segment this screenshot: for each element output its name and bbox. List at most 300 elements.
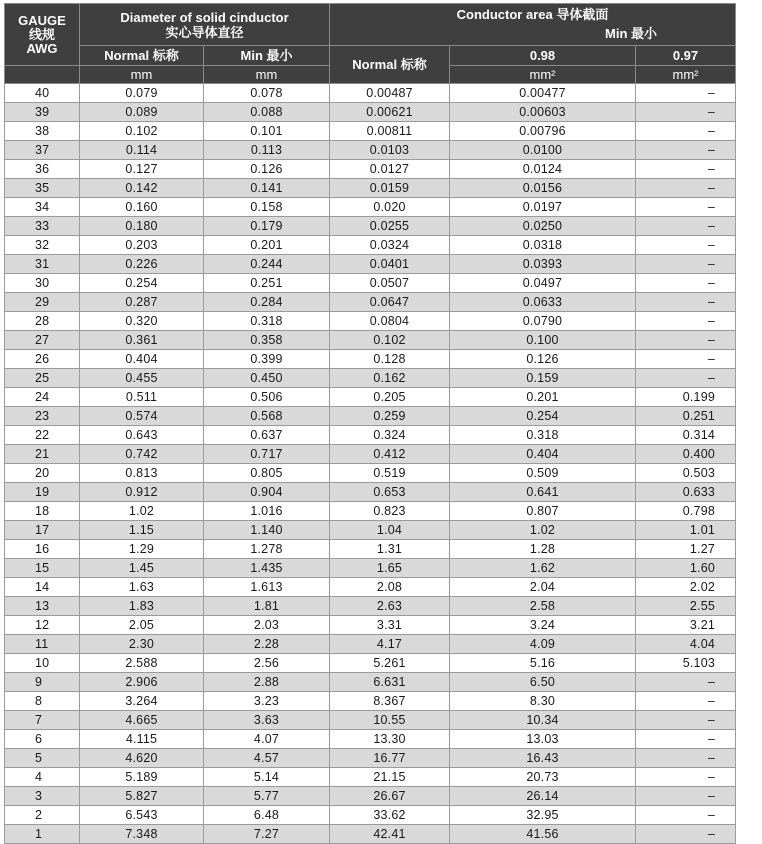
min-area-098-cell: 0.00477 [450, 84, 636, 103]
gauge-cell: 28 [5, 312, 80, 331]
table-body [5, 84, 736, 844]
min-area-098-cell: 0.00603 [450, 103, 636, 122]
normal-area-cell: 8.367 [330, 692, 450, 711]
min-diameter-cell: 0.201 [204, 236, 330, 255]
normal-area-cell: 0.205 [330, 388, 450, 407]
normal-area-cell: 1.65 [330, 559, 450, 578]
table-row [5, 597, 736, 616]
unit-mm-header: mm [204, 66, 330, 84]
normal-area-cell: 0.0507 [330, 274, 450, 293]
min-area-098-cell: 41.56 [450, 825, 636, 844]
min-area-098-cell: 8.30 [450, 692, 636, 711]
min-diameter-cell: 0.805 [204, 464, 330, 483]
min-area-097-cell: – [636, 711, 736, 730]
gauge-cell: 21 [5, 445, 80, 464]
table-row [5, 502, 736, 521]
min-area-097-cell: – [636, 255, 736, 274]
min-diameter-cell: 0.568 [204, 407, 330, 426]
normal-area-cell: 0.0103 [330, 141, 450, 160]
gauge-cell: 34 [5, 198, 80, 217]
min-area-098-cell: 0.100 [450, 331, 636, 350]
min-area-097-cell: – [636, 217, 736, 236]
normal-area-cell: 0.102 [330, 331, 450, 350]
min-diameter-cell: 7.27 [204, 825, 330, 844]
normal-area-cell: 0.0804 [330, 312, 450, 331]
table-row [5, 559, 736, 578]
normal-diameter-cell: 0.079 [80, 84, 204, 103]
table-row [5, 616, 736, 635]
min-area-097-cell: – [636, 787, 736, 806]
min-diameter-cell: 2.56 [204, 654, 330, 673]
table-row [5, 825, 736, 844]
normal-area-cell: 0.00621 [330, 103, 450, 122]
min-diameter-cell: 4.57 [204, 749, 330, 768]
min-area-098-cell: 32.95 [450, 806, 636, 825]
min-area-098-cell: 0.0633 [450, 293, 636, 312]
normal-area-cell: 33.62 [330, 806, 450, 825]
normal-diameter-cell: 0.287 [80, 293, 204, 312]
gauge-cell: 37 [5, 141, 80, 160]
normal-area-cell: 26.67 [330, 787, 450, 806]
gauge-cell: 1 [5, 825, 80, 844]
min-area-098-cell: 0.0790 [450, 312, 636, 331]
table-row [5, 673, 736, 692]
normal-diameter-cell: 0.102 [80, 122, 204, 141]
gauge-cell: 30 [5, 274, 80, 293]
awg-conductor-table [4, 3, 762, 844]
normal-diameter-cell: 0.511 [80, 388, 204, 407]
normal-diameter-cell: 1.63 [80, 578, 204, 597]
min-diameter-cell: 0.904 [204, 483, 330, 502]
table-row [5, 236, 736, 255]
gauge-header-line: AWG [26, 40, 58, 56]
normal-area-cell: 0.0647 [330, 293, 450, 312]
normal-diameter-cell: 0.226 [80, 255, 204, 274]
min-area-097-cell: – [636, 331, 736, 350]
normal-diameter-cell: 4.115 [80, 730, 204, 749]
min-area-098-cell: 2.58 [450, 597, 636, 616]
min-diameter-cell: 0.244 [204, 255, 330, 274]
min-diameter-cell: 1.435 [204, 559, 330, 578]
table-row [5, 464, 736, 483]
normal-area-cell: 0.823 [330, 502, 450, 521]
normal-diameter-cell: 0.361 [80, 331, 204, 350]
table-row [5, 787, 736, 806]
min-area-097-cell: 1.27 [636, 540, 736, 559]
normal-area-cell: 1.04 [330, 521, 450, 540]
conductor-area-title: Conductor area 导体截面 [456, 7, 609, 22]
min-area-098-cell: 0.0393 [450, 255, 636, 274]
min-area-098-cell: 5.16 [450, 654, 636, 673]
normal-diameter-cell: 0.455 [80, 369, 204, 388]
min-area-097-cell: 0.633 [636, 483, 736, 502]
normal-area-cell: 0.020 [330, 198, 450, 217]
min-area-097-cell: 4.04 [636, 635, 736, 654]
table-row [5, 730, 736, 749]
min-diameter-header: Min 最小 [204, 46, 330, 66]
gauge-cell: 9 [5, 673, 80, 692]
min-area-097-cell: 2.55 [636, 597, 736, 616]
min-area-098-cell: 2.04 [450, 578, 636, 597]
table-row [5, 711, 736, 730]
min-area-097-cell: 0.314 [636, 426, 736, 445]
min-area-098-cell: 0.126 [450, 350, 636, 369]
table-row [5, 445, 736, 464]
gauge-cell: 23 [5, 407, 80, 426]
normal-diameter-cell: 7.348 [80, 825, 204, 844]
gauge-cell: 15 [5, 559, 80, 578]
min-area-098-cell: 0.509 [450, 464, 636, 483]
min-area-097-cell: 5.103 [636, 654, 736, 673]
min-area-098-cell: 0.159 [450, 369, 636, 388]
gauge-header-line: GAUGE [18, 12, 66, 28]
min-area-098-cell: 0.0124 [450, 160, 636, 179]
normal-diameter-cell: 4.620 [80, 749, 204, 768]
min-diameter-cell: 0.158 [204, 198, 330, 217]
min-diameter-cell: 0.506 [204, 388, 330, 407]
min-diameter-cell: 0.399 [204, 350, 330, 369]
normal-area-cell: 1.31 [330, 540, 450, 559]
gauge-unit-header [5, 66, 80, 84]
unit-mm2-header: mm² [636, 66, 736, 84]
gauge-cell: 7 [5, 711, 80, 730]
normal-area-cell: 4.17 [330, 635, 450, 654]
normal-diameter-cell: 0.127 [80, 160, 204, 179]
gauge-cell: 35 [5, 179, 80, 198]
min-diameter-cell: 3.23 [204, 692, 330, 711]
table-row [5, 369, 736, 388]
table-row [5, 806, 736, 825]
table-row [5, 84, 736, 103]
normal-area-cell: 42.41 [330, 825, 450, 844]
normal-diameter-cell: 0.643 [80, 426, 204, 445]
min-area-098-cell: 0.0156 [450, 179, 636, 198]
min-area-098-cell: 0.0318 [450, 236, 636, 255]
min-diameter-cell: 1.278 [204, 540, 330, 559]
min-area-097-cell: – [636, 350, 736, 369]
gauge-cell: 18 [5, 502, 80, 521]
min-area-098-cell: 20.73 [450, 768, 636, 787]
table-row [5, 654, 736, 673]
min-area-097-cell: – [636, 103, 736, 122]
awg-table-container [4, 3, 762, 844]
min-area-header: Min 最小 [605, 26, 658, 41]
min-area-098-cell: 0.0497 [450, 274, 636, 293]
gauge-cell: 2 [5, 806, 80, 825]
gauge-cell: 11 [5, 635, 80, 654]
conductor-area-header [330, 4, 736, 46]
table-row [5, 521, 736, 540]
min-diameter-cell: 0.358 [204, 331, 330, 350]
min-area-097-cell: 0.251 [636, 407, 736, 426]
min-area-098-cell: 26.14 [450, 787, 636, 806]
gauge-cell: 20 [5, 464, 80, 483]
min-area-097-cell: 0.798 [636, 502, 736, 521]
normal-area-cell: 0.324 [330, 426, 450, 445]
normal-diameter-cell: 0.254 [80, 274, 204, 293]
gauge-cell: 26 [5, 350, 80, 369]
min-area-097-cell: 1.01 [636, 521, 736, 540]
table-row [5, 350, 736, 369]
normal-diameter-cell: 5.189 [80, 768, 204, 787]
min-diameter-cell: 0.450 [204, 369, 330, 388]
min-area-097-cell: – [636, 806, 736, 825]
min-area-098-cell: 13.03 [450, 730, 636, 749]
normal-diameter-cell: 0.574 [80, 407, 204, 426]
min-area-097-cell: – [636, 141, 736, 160]
normal-area-cell: 0.0127 [330, 160, 450, 179]
min-area-097-cell: – [636, 198, 736, 217]
gauge-cell: 38 [5, 122, 80, 141]
min-area-097-cell: – [636, 673, 736, 692]
gauge-cell: 31 [5, 255, 80, 274]
table-row [5, 331, 736, 350]
gauge-cell: 5 [5, 749, 80, 768]
gauge-cell: 16 [5, 540, 80, 559]
min-diameter-cell: 2.28 [204, 635, 330, 654]
normal-area-cell: 0.519 [330, 464, 450, 483]
min-area-098-cell: 0.00796 [450, 122, 636, 141]
min-area-097-cell: 0.400 [636, 445, 736, 464]
normal-area-cell: 0.259 [330, 407, 450, 426]
min-area-098-cell: 10.34 [450, 711, 636, 730]
table-row [5, 274, 736, 293]
min-diameter-cell: 0.113 [204, 141, 330, 160]
normal-diameter-header: Normal 标称 [80, 46, 204, 66]
normal-area-cell: 0.0324 [330, 236, 450, 255]
min-diameter-cell: 1.140 [204, 521, 330, 540]
min-diameter-cell: 6.48 [204, 806, 330, 825]
normal-diameter-cell: 6.543 [80, 806, 204, 825]
min-diameter-cell: 0.717 [204, 445, 330, 464]
normal-area-cell: 10.55 [330, 711, 450, 730]
gauge-header [5, 4, 80, 66]
table-row [5, 312, 736, 331]
normal-diameter-cell: 0.320 [80, 312, 204, 331]
min-diameter-cell: 2.03 [204, 616, 330, 635]
min-area-098-cell: 3.24 [450, 616, 636, 635]
table-row [5, 293, 736, 312]
gauge-cell: 32 [5, 236, 80, 255]
unit-mm-header: mm [80, 66, 204, 84]
normal-area-cell: 0.0401 [330, 255, 450, 274]
normal-diameter-cell: 1.83 [80, 597, 204, 616]
min-diameter-cell: 2.88 [204, 673, 330, 692]
table-row [5, 198, 736, 217]
gauge-cell: 17 [5, 521, 80, 540]
gauge-cell: 3 [5, 787, 80, 806]
min-area-098-cell: 0.641 [450, 483, 636, 502]
min-area-098-cell: 0.0197 [450, 198, 636, 217]
normal-diameter-cell: 1.15 [80, 521, 204, 540]
table-row [5, 578, 736, 597]
normal-diameter-cell: 0.203 [80, 236, 204, 255]
table-row [5, 388, 736, 407]
min-area-098-cell: 1.28 [450, 540, 636, 559]
gauge-cell: 27 [5, 331, 80, 350]
min-area-098-cell: 0.201 [450, 388, 636, 407]
table-row [5, 768, 736, 787]
min-area-098-cell: 1.02 [450, 521, 636, 540]
min-area-097-cell: – [636, 179, 736, 198]
min-diameter-cell: 0.251 [204, 274, 330, 293]
min-diameter-cell: 1.81 [204, 597, 330, 616]
min-diameter-cell: 5.77 [204, 787, 330, 806]
min-diameter-cell: 0.088 [204, 103, 330, 122]
normal-diameter-cell: 2.05 [80, 616, 204, 635]
diameter-header-line: Diameter of solid cinductor [120, 9, 289, 25]
min-area-097-cell: 2.02 [636, 578, 736, 597]
min-area-098-cell: 0.254 [450, 407, 636, 426]
min-diameter-cell: 0.101 [204, 122, 330, 141]
normal-area-cell: 13.30 [330, 730, 450, 749]
normal-diameter-cell: 0.180 [80, 217, 204, 236]
min-area-097-cell: – [636, 369, 736, 388]
gauge-cell: 13 [5, 597, 80, 616]
gauge-cell: 25 [5, 369, 80, 388]
normal-area-header: Normal 标称 [330, 46, 450, 84]
min-diameter-cell: 0.078 [204, 84, 330, 103]
min-diameter-cell: 5.14 [204, 768, 330, 787]
min-area-097-cell: – [636, 825, 736, 844]
factor-098-header: 0.98 [450, 46, 636, 66]
normal-diameter-cell: 1.02 [80, 502, 204, 521]
table-row [5, 141, 736, 160]
table-row [5, 217, 736, 236]
normal-area-cell: 2.08 [330, 578, 450, 597]
normal-area-cell: 0.128 [330, 350, 450, 369]
normal-area-cell: 3.31 [330, 616, 450, 635]
table-row [5, 635, 736, 654]
normal-area-cell: 2.63 [330, 597, 450, 616]
normal-area-cell: 6.631 [330, 673, 450, 692]
normal-diameter-cell: 5.827 [80, 787, 204, 806]
min-diameter-cell: 0.179 [204, 217, 330, 236]
normal-diameter-cell: 1.45 [80, 559, 204, 578]
table-row [5, 483, 736, 502]
min-area-097-cell: – [636, 692, 736, 711]
min-area-097-cell: – [636, 730, 736, 749]
min-diameter-cell: 0.318 [204, 312, 330, 331]
gauge-header-line: 线规 [28, 26, 55, 42]
normal-diameter-cell: 0.813 [80, 464, 204, 483]
min-diameter-cell: 0.284 [204, 293, 330, 312]
min-area-098-cell: 0.0100 [450, 141, 636, 160]
normal-diameter-cell: 0.142 [80, 179, 204, 198]
normal-diameter-cell: 2.588 [80, 654, 204, 673]
normal-diameter-cell: 0.089 [80, 103, 204, 122]
min-area-097-cell: – [636, 768, 736, 787]
table-header: GAUGE 线规 AWG Diameter of solid cinductor 实心导体直径 Conductor area 导体截面 Min 最小 Normal 标称 Min 最小 Normal 标称 0.98 0.97 mm mm mm² mm² mm² [5, 4, 736, 84]
table-row [5, 426, 736, 445]
min-area-098-cell: 16.43 [450, 749, 636, 768]
gauge-cell: 14 [5, 578, 80, 597]
min-area-098-cell: 0.0250 [450, 217, 636, 236]
min-area-097-cell: – [636, 160, 736, 179]
min-area-098-cell: 0.404 [450, 445, 636, 464]
normal-area-cell: 0.653 [330, 483, 450, 502]
gauge-cell: 33 [5, 217, 80, 236]
gauge-cell: 24 [5, 388, 80, 407]
gauge-cell: 36 [5, 160, 80, 179]
normal-area-cell: 0.162 [330, 369, 450, 388]
normal-diameter-cell: 0.114 [80, 141, 204, 160]
normal-area-cell: 0.0159 [330, 179, 450, 198]
normal-diameter-cell: 3.264 [80, 692, 204, 711]
min-diameter-cell: 1.016 [204, 502, 330, 521]
gauge-cell: 10 [5, 654, 80, 673]
gauge-cell: 12 [5, 616, 80, 635]
unit-mm2-header: mm² [450, 66, 636, 84]
min-area-097-cell: – [636, 236, 736, 255]
min-area-097-cell: – [636, 749, 736, 768]
min-area-097-cell: – [636, 122, 736, 141]
min-area-098-cell: 1.62 [450, 559, 636, 578]
min-area-097-cell: – [636, 84, 736, 103]
min-diameter-cell: 3.63 [204, 711, 330, 730]
min-area-097-cell: 0.199 [636, 388, 736, 407]
min-diameter-cell: 1.613 [204, 578, 330, 597]
min-area-098-cell: 0.807 [450, 502, 636, 521]
table-row [5, 540, 736, 559]
min-area-098-cell: 6.50 [450, 673, 636, 692]
normal-area-cell: 5.261 [330, 654, 450, 673]
table-row [5, 749, 736, 768]
gauge-cell: 39 [5, 103, 80, 122]
factor-097-header: 0.97 [636, 46, 736, 66]
normal-area-cell: 0.0255 [330, 217, 450, 236]
table-row [5, 407, 736, 426]
normal-diameter-cell: 0.742 [80, 445, 204, 464]
normal-area-cell: 0.412 [330, 445, 450, 464]
min-area-097-cell: – [636, 274, 736, 293]
min-area-097-cell: 0.503 [636, 464, 736, 483]
normal-diameter-cell: 0.912 [80, 483, 204, 502]
min-area-098-cell: 0.318 [450, 426, 636, 445]
normal-diameter-cell: 1.29 [80, 540, 204, 559]
table-row [5, 692, 736, 711]
normal-diameter-cell: 2.906 [80, 673, 204, 692]
table-row [5, 255, 736, 274]
min-area-098-cell: 4.09 [450, 635, 636, 654]
min-area-097-cell: 3.21 [636, 616, 736, 635]
normal-diameter-cell: 4.665 [80, 711, 204, 730]
normal-diameter-cell: 0.160 [80, 198, 204, 217]
normal-area-cell: 16.77 [330, 749, 450, 768]
min-diameter-cell: 0.637 [204, 426, 330, 445]
diameter-header-line: 实心导体直径 [165, 24, 244, 40]
normal-area-cell: 21.15 [330, 768, 450, 787]
gauge-cell: 22 [5, 426, 80, 445]
table-row [5, 103, 736, 122]
gauge-cell: 4 [5, 768, 80, 787]
table-row [5, 122, 736, 141]
normal-area-cell: 0.00487 [330, 84, 450, 103]
normal-diameter-cell: 2.30 [80, 635, 204, 654]
gauge-cell: 8 [5, 692, 80, 711]
gauge-cell: 19 [5, 483, 80, 502]
diameter-header [80, 4, 330, 46]
normal-area-cell: 0.00811 [330, 122, 450, 141]
gauge-cell: 40 [5, 84, 80, 103]
min-diameter-cell: 4.07 [204, 730, 330, 749]
gauge-cell: 29 [5, 293, 80, 312]
normal-diameter-cell: 0.404 [80, 350, 204, 369]
min-diameter-cell: 0.141 [204, 179, 330, 198]
gauge-cell: 6 [5, 730, 80, 749]
table-row [5, 160, 736, 179]
min-diameter-cell: 0.126 [204, 160, 330, 179]
